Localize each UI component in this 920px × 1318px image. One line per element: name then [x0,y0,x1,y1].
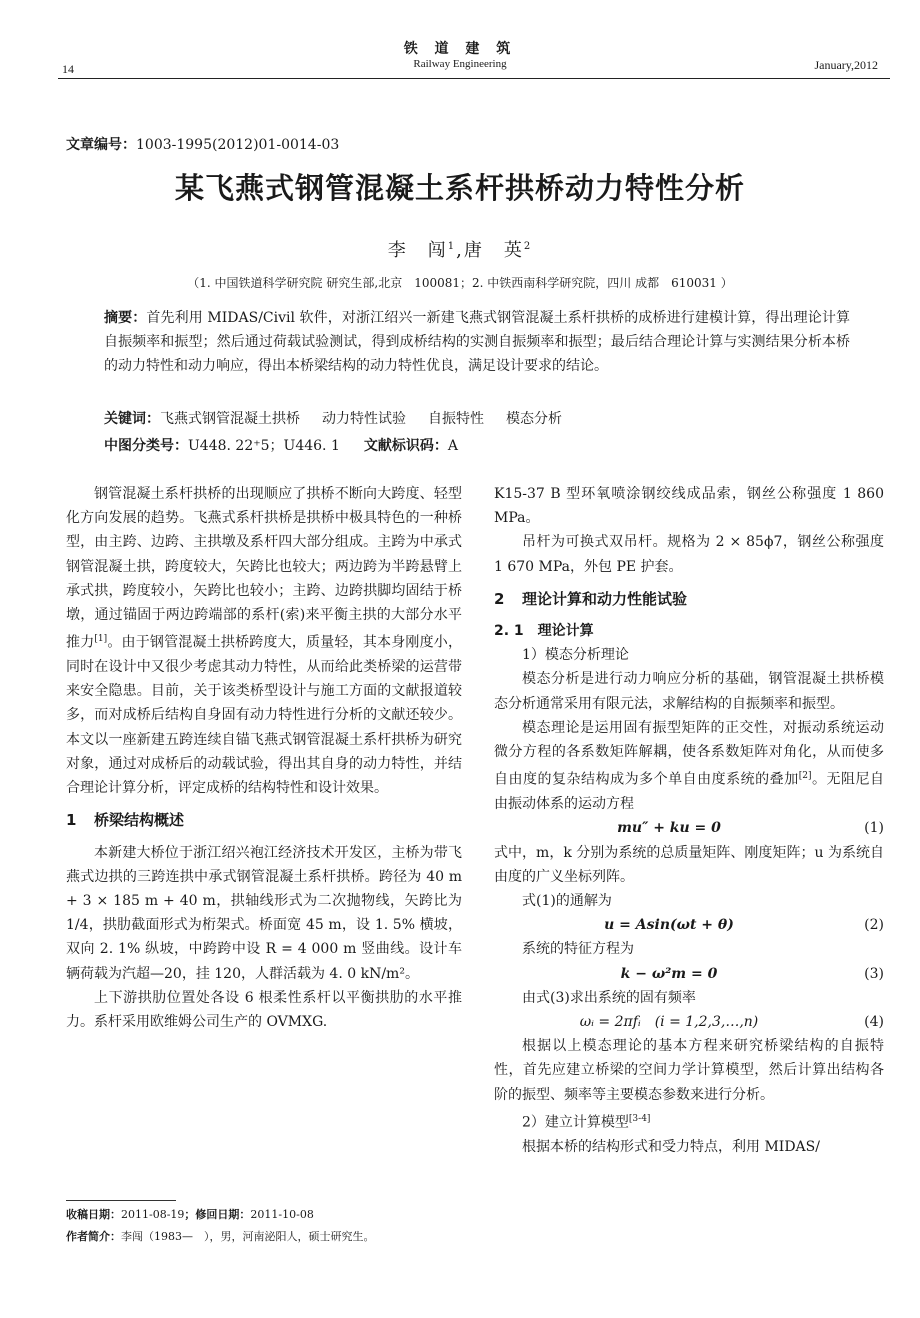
modal-theory-paragraph [494,716,884,816]
equation-3 [494,962,884,986]
subheading-model [494,1107,884,1135]
citation-3-4: [3-4] [628,1113,651,1124]
right-column [494,482,884,1159]
keywords-label: 关键词： [104,411,160,427]
midas-paragraph: 根据本桥的结构形式和受力特点，利用 MIDAS/ [522,1138,820,1155]
keyword-3: 自振特性 [428,411,484,427]
paper-title: 某飞燕式钢管混凝土系杆拱桥动力特性分析 [174,171,745,205]
author-bio [66,1228,375,1244]
received-dates [66,1206,314,1222]
equation-3-number: (3) [864,965,884,982]
affiliation: （1. 中国铁道科学研究院 研究生部,北京 100081；2. 中铁西南科学研究院，四川 成都 610031 ） [187,276,733,290]
abstract-label: 摘要： [104,310,147,326]
bio-label: 作者简介： [66,1230,121,1243]
author-1-affil: 1 [447,241,457,252]
abstract [104,306,850,378]
section-1-heading [66,808,462,832]
author-sep: , [456,240,464,261]
authors [0,236,920,262]
equation-1-number: (1) [864,820,884,837]
modal-analysis-paragraph: 模态分析是进行动力响应分析的基础，钢管混凝土拱桥模态分析通常采用有限元法，求解结构的自振频率和振型。 [494,671,884,712]
natural-frequency-text: 由式(3)求出系统的固有频率 [522,989,696,1006]
classification [104,435,850,455]
doc-code-value: A [447,438,458,454]
keyword-4: 模态分析 [506,411,562,427]
citation-2: [2] [798,771,812,782]
equation-4 [494,1010,884,1034]
general-solution-text: 式(1)的通解为 [522,892,612,909]
left-column [66,482,462,1034]
intro-text-rest: 。由于钢管混凝土拱桥跨度大，质量轻，其本身刚度小，同时在设计中又很少考虑其动力特性，从而给此类桥梁的运营带来安全隐患。目前，关于该类桥型设计与施工方面的文献报道较多，而对成桥后结构自身固有动力特性进行分析的文献还较少。本文以一座新建五跨连续自锚飞燕式钢管混凝土系杆拱桥为研究对象，通过对成桥后的动载试验，得出其自身的动力特性，并结合理论计算分析，评定成桥的结构特性和设计效果。 [66,634,463,797]
intro-text: 钢管混凝土系杆拱桥的出现顺应了拱桥不断向大跨度、轻型化方向发展的趋势。飞燕式系杆拱桥是拱桥中极具特色的一种桥型，由主跨、边跨、主拱墩及系杆四大部分组成。主跨为中承式钢管混凝土拱，跨度较大，矢跨比也较大；两边跨为半跨悬臂上承式拱，跨度较小，矢跨比也较小；主跨、边跨拱脚均固结于桥墩，通过锚固于两边跨端部的系杆(索)来平衡主拱的大部分水平推力 [66,486,462,651]
equation-4-number: (4) [864,1013,884,1030]
journal-name-en: Railway Engineering [413,58,507,70]
subheading-modal-theory: 1）模态分析理论 [522,647,629,664]
subheading-model-text: 2）建立计算模型 [522,1114,629,1131]
modal-theory-text-rest: 。无阻尼自由振动体系的运动方程 [494,771,885,813]
equation-4-formula: ωᵢ = 2πfᵢ (i = 1,2,3,…,n) [579,1013,759,1030]
equation-2-number: (2) [864,917,884,934]
bridge-overview-paragraph: 本新建大桥位于浙江绍兴袍江经济技术开发区，主桥为带飞燕式边拱的三跨连拱中承式钢管混凝土系杆拱桥。跨径为 40 m + 3 × 185 m + 40 m，拱轴线形式为二次抛物线，矢跨比为 1/4，拱肋截面形式为桁架式。桥面宽 45 m，设 1. 5% 横坡，双向 2. 1% 纵坡，中跨跨中设 R = 4 000 m 竖曲线。设计车辆荷载为汽超—20，挂 120，人群活载为 4. 0 kN/m²。 [66,844,462,982]
received-date: 2011-08-19 [121,1208,185,1221]
revised-label: ；修回日期： [184,1208,251,1221]
section-2-heading [494,587,884,611]
citation-1: [1] [94,634,108,645]
received-label: 收稿日期： [66,1208,121,1221]
hanger-paragraph: 吊杆为可换式双吊杆。规格为 2 × 85ϕ7，钢丝公称强度 1 670 MPa，外包 PE 护套。 [494,534,884,575]
equation-1-formula: mu″ + ku = 0 [617,820,721,837]
journal-name-cn: 铁 道 建 筑 [403,41,517,57]
article-number-value: 1003-1995(2012)01-0014-03 [136,137,340,153]
keyword-2: 动力特性试验 [322,411,406,427]
equation-3-formula: k − ω²m = 0 [620,965,718,982]
keyword-1: 飞燕式钢管混凝土拱桥 [160,411,300,427]
equation-2 [494,913,884,937]
article-number-label: 文章编号： [66,137,136,153]
clc-label: 中图分类号： [104,438,188,454]
section-1-number: 1 [66,811,77,830]
article-number [66,134,339,154]
model-approach-paragraph: 根据以上模态理论的基本方程来研究桥梁结构的自振特性，首先应建立桥梁的空间力学计算模型，然后计算出结构各阶的振型、频率等主要模态参数来进行分析。 [494,1038,884,1103]
header-rule [58,78,890,79]
author-2: 唐 英 [463,240,524,261]
issue-date: January,2012 [814,58,878,72]
doc-code-label: 文献标识码： [363,438,448,454]
author-1: 李 闯 [387,240,448,261]
revised-date: 2011-10-08 [250,1208,314,1221]
section-2-number: 2 [494,589,505,608]
keywords [104,408,850,428]
section-1-title: 桥梁结构概述 [94,811,185,830]
intro-paragraph [66,482,462,800]
footnote-rule [66,1200,176,1201]
cable-paragraph: K15-37 B 型环氧喷涂钢绞线成品索，钢丝公称强度 1 860 MPa。 [494,486,884,527]
equation-2-formula: u = Asin(ωt + θ) [604,917,734,934]
clc-value: U448. 22⁺5；U446. 1 [188,438,340,454]
author-2-affil: 2 [523,241,533,252]
modal-theory-text: 模态理论是运用固有振型矩阵的正交性，对振动系统运动微分方程的各系数矩阵解耦，使各系数矩阵对角化，从而使多自由度的复杂结构成为多个单自由度系统的叠加 [494,719,884,788]
characteristic-eq-text: 系统的特征方程为 [522,941,634,958]
bio-text: 李闯（1983— ），男，河南泌阳人，硕士研究生。 [121,1230,375,1243]
tie-rod-paragraph: 上下游拱肋位置处各设 6 根柔性系杆以平衡拱肋的水平推力。系杆采用欧维姆公司生产的 OVMXG. [66,989,462,1030]
abstract-text: 首先利用 MIDAS/Civil 软件，对浙江绍兴一新建飞燕式钢管混凝土系杆拱桥的成桥进行建模计算，得出理论计算自振频率和振型；然后通过荷载试验测试，得到成桥结构的实测自振频率和振型；最后结合理论计算与实测结果分析本桥的动力特性和动力响应，得出本桥梁结构的动力特性优良，满足设计要求的结论。 [104,310,850,374]
section-2-1-heading: 2. 1 理论计算 [494,623,594,640]
where-paragraph: 式中，m，k 分别为系统的总质量矩阵、刚度矩阵；u 为系统自由度的广义坐标列阵。 [494,844,884,885]
section-2-title: 理论计算和动力性能试验 [522,589,688,608]
page-number: 14 [62,62,74,76]
equation-1 [494,816,884,840]
